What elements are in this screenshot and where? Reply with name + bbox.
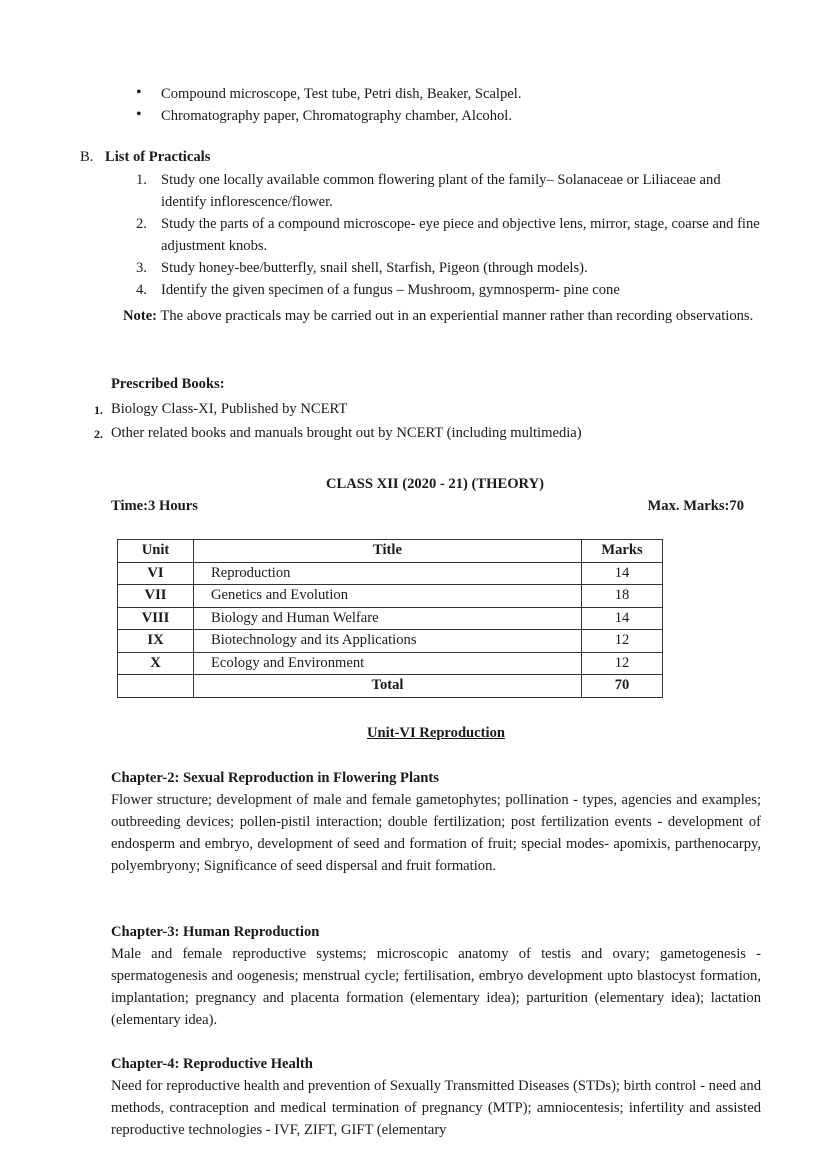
practical-item [136, 213, 766, 257]
equipment-item: • Compound microscope, Test tube, Petri dish, Beaker, Scalpel. [136, 83, 521, 105]
chapter-title: Chapter-4: Reproductive Health [111, 1056, 313, 1072]
item-number: 1. [94, 403, 103, 417]
practicals-note [111, 305, 763, 327]
note-text: The above practicals may be carried out in an experiential manner rather than recording observations. [157, 308, 754, 324]
section-b-heading [80, 146, 210, 168]
exam-time: Time:3 Hours [111, 498, 198, 514]
chapter-body: Need for reproductive health and prevention of Sexually Transmitted Diseases (STDs); birth control - need and methods, contraception and medical termination of pregnancy (MTP); amniocentesis; infertility and assisted reproductive technologies - IVF, ZIFT, GIFT (elementary [111, 1078, 761, 1138]
marks-cell: 18 [582, 585, 663, 608]
marks-cell: 12 [582, 630, 663, 653]
table-total-row [118, 675, 663, 698]
item-text: Study honey-bee/butterfly, snail shell, Starfish, Pigeon (through models). [161, 260, 588, 276]
total-marks: 70 [582, 675, 663, 698]
chapter-section [111, 921, 761, 1031]
item-number: 3. [136, 260, 147, 276]
item-number: 2. [94, 427, 103, 441]
table-row [118, 652, 663, 675]
chapter-title: Chapter-3: Human Reproduction [111, 924, 320, 940]
units-table [117, 539, 663, 698]
equipment-list [136, 83, 521, 127]
unit-cell: VII [118, 585, 194, 608]
header-unit: Unit [118, 540, 194, 563]
section-title: List of Practicals [105, 149, 211, 165]
prescribed-books-heading: Prescribed Books: [111, 376, 225, 392]
item-number: 4. [136, 282, 147, 298]
practical-item [136, 169, 766, 213]
item-text: Study one locally available common flowering plant of the family– Solanaceae or Liliaceae and identify inflorescence/flower. [161, 172, 721, 210]
unit-vi-heading: Unit-VI Reproduction [367, 725, 505, 741]
practical-item [136, 279, 766, 301]
chapter-body: Male and female reproductive systems; microscopic anatomy of testis and ovary; gametogenesis - spermatogenesis and oogenesis; menstrual cycle; fertilisation, embryo development upto blastocyst formation, implantation; pregnancy and placenta formation (elementary idea); parturition (elementary idea); lactation (elementary idea). [111, 946, 761, 1028]
table-row [118, 607, 663, 630]
equipment-item: • Chromatography paper, Chromatography chamber, Alcohol. [136, 105, 521, 127]
chapter-section [111, 1053, 761, 1141]
total-label: Total [194, 675, 582, 698]
section-letter: B. [80, 149, 94, 165]
chapter-section [111, 767, 761, 877]
table-header-row [118, 540, 663, 563]
practical-item [136, 257, 766, 279]
unit-cell: VIII [118, 607, 194, 630]
item-text: Identify the given specimen of a fungus – Mushroom, gymnosperm- pine cone [161, 282, 620, 298]
marks-cell: 14 [582, 562, 663, 585]
unit-cell: IX [118, 630, 194, 653]
title-cell: Reproduction [194, 562, 582, 585]
item-text: Biology Class-XI, Published by NCERT [111, 401, 348, 417]
table-row [118, 585, 663, 608]
item-number: 1. [136, 172, 147, 188]
title-cell: Ecology and Environment [194, 652, 582, 675]
header-marks: Marks [582, 540, 663, 563]
item-text: Study the parts of a compound microscope- eye piece and objective lens, mirror, stage, coarse and fine adjustment knobs. [161, 216, 760, 254]
item-number: 2. [136, 216, 147, 232]
class-xii-title: CLASS XII (2020 - 21) (THEORY) [325, 476, 544, 492]
unit-cell: X [118, 652, 194, 675]
practicals-list [136, 169, 766, 301]
table-row [118, 562, 663, 585]
title-cell: Genetics and Evolution [194, 585, 582, 608]
note-label: Note: [123, 308, 158, 324]
title-cell: Biology and Human Welfare [194, 607, 582, 630]
prescribed-books-list [94, 398, 582, 446]
header-title: Title [194, 540, 582, 563]
table-row [118, 630, 663, 653]
item-text: Other related books and manuals brought out by NCERT (including multimedia) [111, 425, 582, 441]
chapter-body: Flower structure; development of male and female gametophytes; pollination - types, agencies and examples; outbreeding devices; pollen-pistil interaction; double fertilization; post fertilization events - development of endosperm and embryo, development of seed and formation of fruit; special modes- apomixis, parthenocarpy, polyembryony; Significance of seed dispersal and fruit formation. [111, 792, 761, 874]
title-cell: Biotechnology and its Applications [194, 630, 582, 653]
marks-cell: 14 [582, 607, 663, 630]
max-marks: Max. Marks:70 [647, 498, 744, 514]
unit-cell: VI [118, 562, 194, 585]
chapter-title: Chapter-2: Sexual Reproduction in Flowering Plants [111, 770, 439, 786]
marks-cell: 12 [582, 652, 663, 675]
book-item [94, 398, 582, 422]
empty-cell [118, 675, 194, 698]
book-item [94, 422, 582, 446]
